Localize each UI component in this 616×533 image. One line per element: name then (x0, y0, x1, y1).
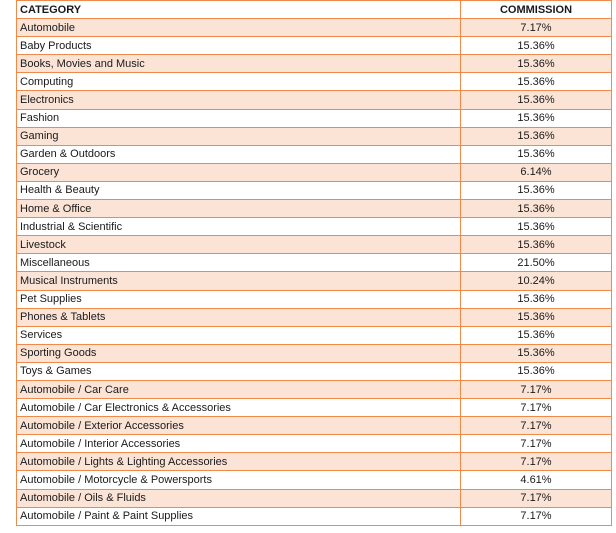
table-row (17, 308, 612, 326)
table-row (17, 417, 612, 435)
commission-cell: 15.36% (461, 73, 612, 91)
table-row (17, 399, 612, 417)
table-row (17, 109, 612, 127)
table-row (17, 362, 612, 380)
category-cell: Miscellaneous (17, 254, 461, 272)
table-row (17, 489, 612, 507)
commission-cell: 15.36% (461, 308, 612, 326)
header-row (17, 1, 612, 19)
table-row (17, 163, 612, 181)
commission-cell: 15.36% (461, 145, 612, 163)
category-cell: Livestock (17, 236, 461, 254)
table-row (17, 290, 612, 308)
commission-cell: 15.36% (461, 218, 612, 236)
commission-cell: 15.36% (461, 362, 612, 380)
commission-cell: 7.17% (461, 399, 612, 417)
category-cell: Automobile / Interior Accessories (17, 435, 461, 453)
category-cell: Automobile / Car Care (17, 380, 461, 398)
commission-cell: 15.36% (461, 344, 612, 362)
commission-header: COMMISSION (461, 1, 612, 19)
category-cell: Electronics (17, 91, 461, 109)
category-cell: Toys & Games (17, 362, 461, 380)
commission-cell: 7.17% (461, 380, 612, 398)
category-cell: Automobile / Lights & Lighting Accessories (17, 453, 461, 471)
category-cell: Sporting Goods (17, 344, 461, 362)
table-row (17, 272, 612, 290)
table-row (17, 91, 612, 109)
table-row (17, 37, 612, 55)
commission-cell: 21.50% (461, 254, 612, 272)
commission-cell: 10.24% (461, 272, 612, 290)
commission-cell: 7.17% (461, 19, 612, 37)
commission-cell: 15.36% (461, 236, 612, 254)
category-cell: Baby Products (17, 37, 461, 55)
category-cell: Industrial & Scientific (17, 218, 461, 236)
table-row (17, 254, 612, 272)
commission-cell: 7.17% (461, 507, 612, 525)
category-cell: Pet Supplies (17, 290, 461, 308)
table-row (17, 236, 612, 254)
commission-table (16, 0, 612, 526)
category-cell: Musical Instruments (17, 272, 461, 290)
table-row (17, 218, 612, 236)
category-header: CATEGORY (17, 1, 461, 19)
table-row (17, 73, 612, 91)
category-cell: Garden & Outdoors (17, 145, 461, 163)
table-row (17, 471, 612, 489)
category-cell: Automobile (17, 19, 461, 37)
commission-cell: 4.61% (461, 471, 612, 489)
commission-cell: 15.36% (461, 200, 612, 218)
category-cell: Computing (17, 73, 461, 91)
table-row (17, 19, 612, 37)
commission-cell: 15.36% (461, 37, 612, 55)
commission-cell: 7.17% (461, 435, 612, 453)
commission-cell: 15.36% (461, 109, 612, 127)
commission-cell: 15.36% (461, 127, 612, 145)
category-cell: Phones & Tablets (17, 308, 461, 326)
table-row (17, 380, 612, 398)
commission-cell: 15.36% (461, 91, 612, 109)
category-cell: Services (17, 326, 461, 344)
category-cell: Automobile / Car Electronics & Accessories (17, 399, 461, 417)
table-row (17, 200, 612, 218)
table-row (17, 507, 612, 525)
commission-cell: 7.17% (461, 453, 612, 471)
commission-cell: 15.36% (461, 326, 612, 344)
table-row (17, 145, 612, 163)
commission-table-container (16, 0, 611, 526)
table-row (17, 127, 612, 145)
category-cell: Automobile / Oils & Fluids (17, 489, 461, 507)
category-cell: Home & Office (17, 200, 461, 218)
table-row (17, 181, 612, 199)
table-row (17, 344, 612, 362)
commission-cell: 15.36% (461, 181, 612, 199)
category-cell: Grocery (17, 163, 461, 181)
table-row (17, 326, 612, 344)
category-cell: Books, Movies and Music (17, 55, 461, 73)
table-body (17, 19, 612, 526)
category-cell: Gaming (17, 127, 461, 145)
commission-cell: 15.36% (461, 55, 612, 73)
category-cell: Automobile / Paint & Paint Supplies (17, 507, 461, 525)
table-row (17, 453, 612, 471)
commission-cell: 6.14% (461, 163, 612, 181)
table-row (17, 55, 612, 73)
category-cell: Automobile / Exterior Accessories (17, 417, 461, 435)
table-row (17, 435, 612, 453)
category-cell: Health & Beauty (17, 181, 461, 199)
commission-cell: 15.36% (461, 290, 612, 308)
commission-cell: 7.17% (461, 417, 612, 435)
category-cell: Fashion (17, 109, 461, 127)
category-cell: Automobile / Motorcycle & Powersports (17, 471, 461, 489)
commission-cell: 7.17% (461, 489, 612, 507)
